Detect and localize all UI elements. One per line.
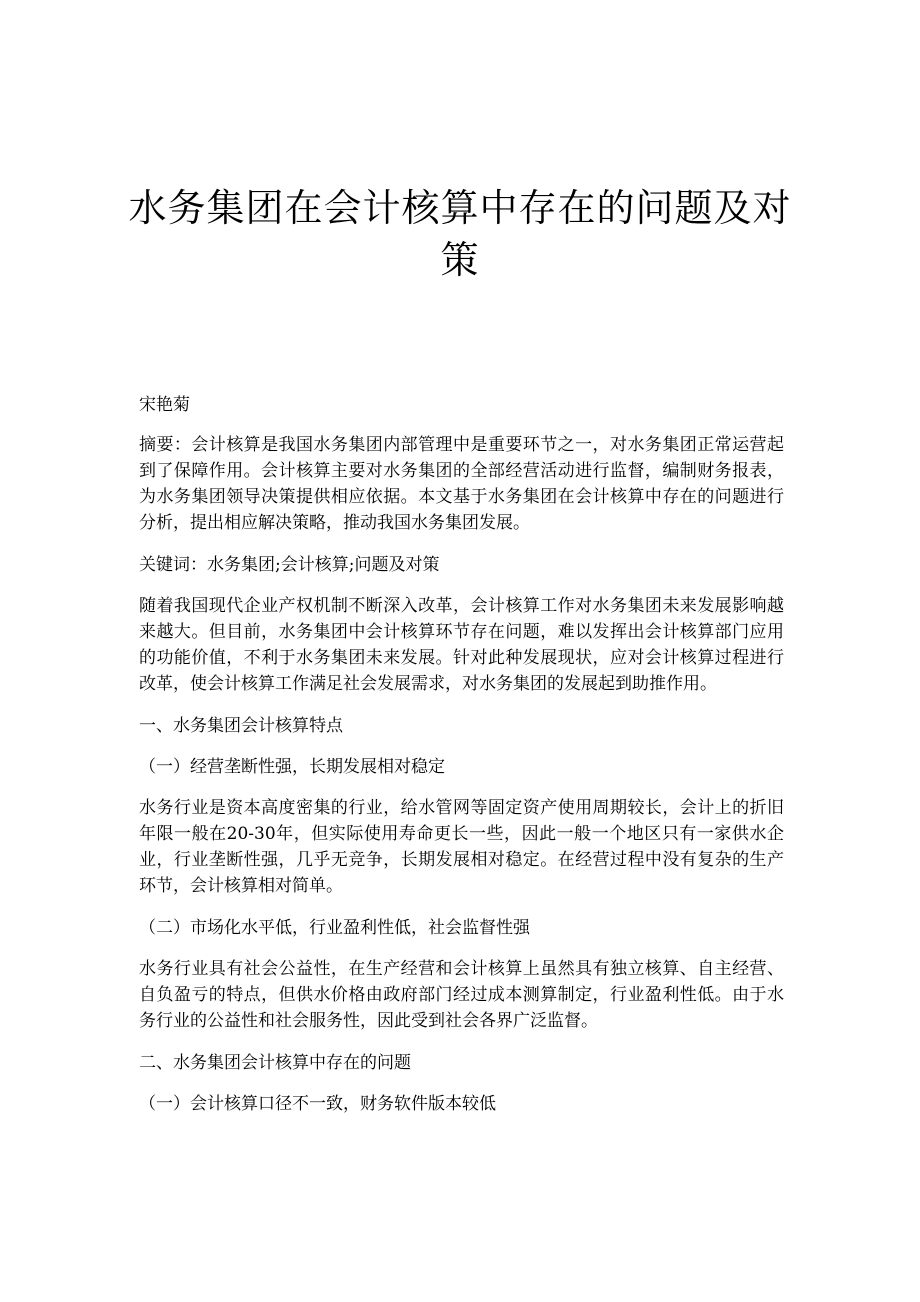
intro-paragraph: 随着我国现代企业产权机制不断深入改革，会计核算工作对水务集团未来发展影响越来越大。但目前，水务集团中会计核算环节存在问题，难以发挥出会计核算部门应用的功能价值，不利于水务集团未来发展。针对此种发展现状，应对会计核算过程进行改革，使会计核算工作满足社会发展需求，对水务集团的发展起到助推作用。 xyxy=(139,596,784,694)
section-1-sub-1-paragraph: 水务行业是资本高度密集的行业，给水管网等固定资产使用周期较长，会计上的折旧年限一般在20-30年，但实际使用寿命更长一些，因此一般一个地区只有一家供水企业，行业垄断性强，几乎无竞争，长期发展相对稳定。在经营过程中没有复杂的生产环节，会计核算相对简单。 xyxy=(139,798,784,896)
abstract-paragraph: 摘要：会计核算是我国水务集团内部管理中是重要环节之一，对水务集团正常运营起到了保障作用。会计核算主要对水务集团的全部经营活动进行监督，编制财务报表，为水务集团领导决策提供相应依据。本文基于水务集团在会计核算中存在的问题进行分析，提出相应解决策略，推动我国水务集团发展。 xyxy=(139,435,784,533)
section-1-sub-1-heading: （一）经营垄断性强，长期发展相对稳定 xyxy=(139,757,445,777)
section-1-sub-2-paragraph: 水务行业具有社会公益性，在生产经营和会计核算上虽然具有独立核算、自主经营、自负盈亏的特点，但供水价格由政府部门经过成本测算制定，行业盈利性低。由于水务行业的公益性和社会服务性，因此受到社会各界广泛监督。 xyxy=(139,959,784,1031)
section-1-heading: 一、水务集团会计核算特点 xyxy=(139,716,343,736)
document-body xyxy=(139,392,784,1132)
author-name: 宋艳菊 xyxy=(139,395,190,415)
section-2-sub-1-heading: （一）会计核算口径不一致，财务软件版本较低 xyxy=(139,1094,496,1114)
document-title: 水务集团在会计核算中存在的问题及对策 xyxy=(128,186,792,282)
section-2-heading: 二、水务集团会计核算中存在的问题 xyxy=(139,1053,411,1073)
section-1-sub-2-heading: （二）市场化水平低，行业盈利性低，社会监督性强 xyxy=(139,918,530,938)
keywords-line: 关键词：水务集团;会计核算;问题及对策 xyxy=(139,555,440,575)
